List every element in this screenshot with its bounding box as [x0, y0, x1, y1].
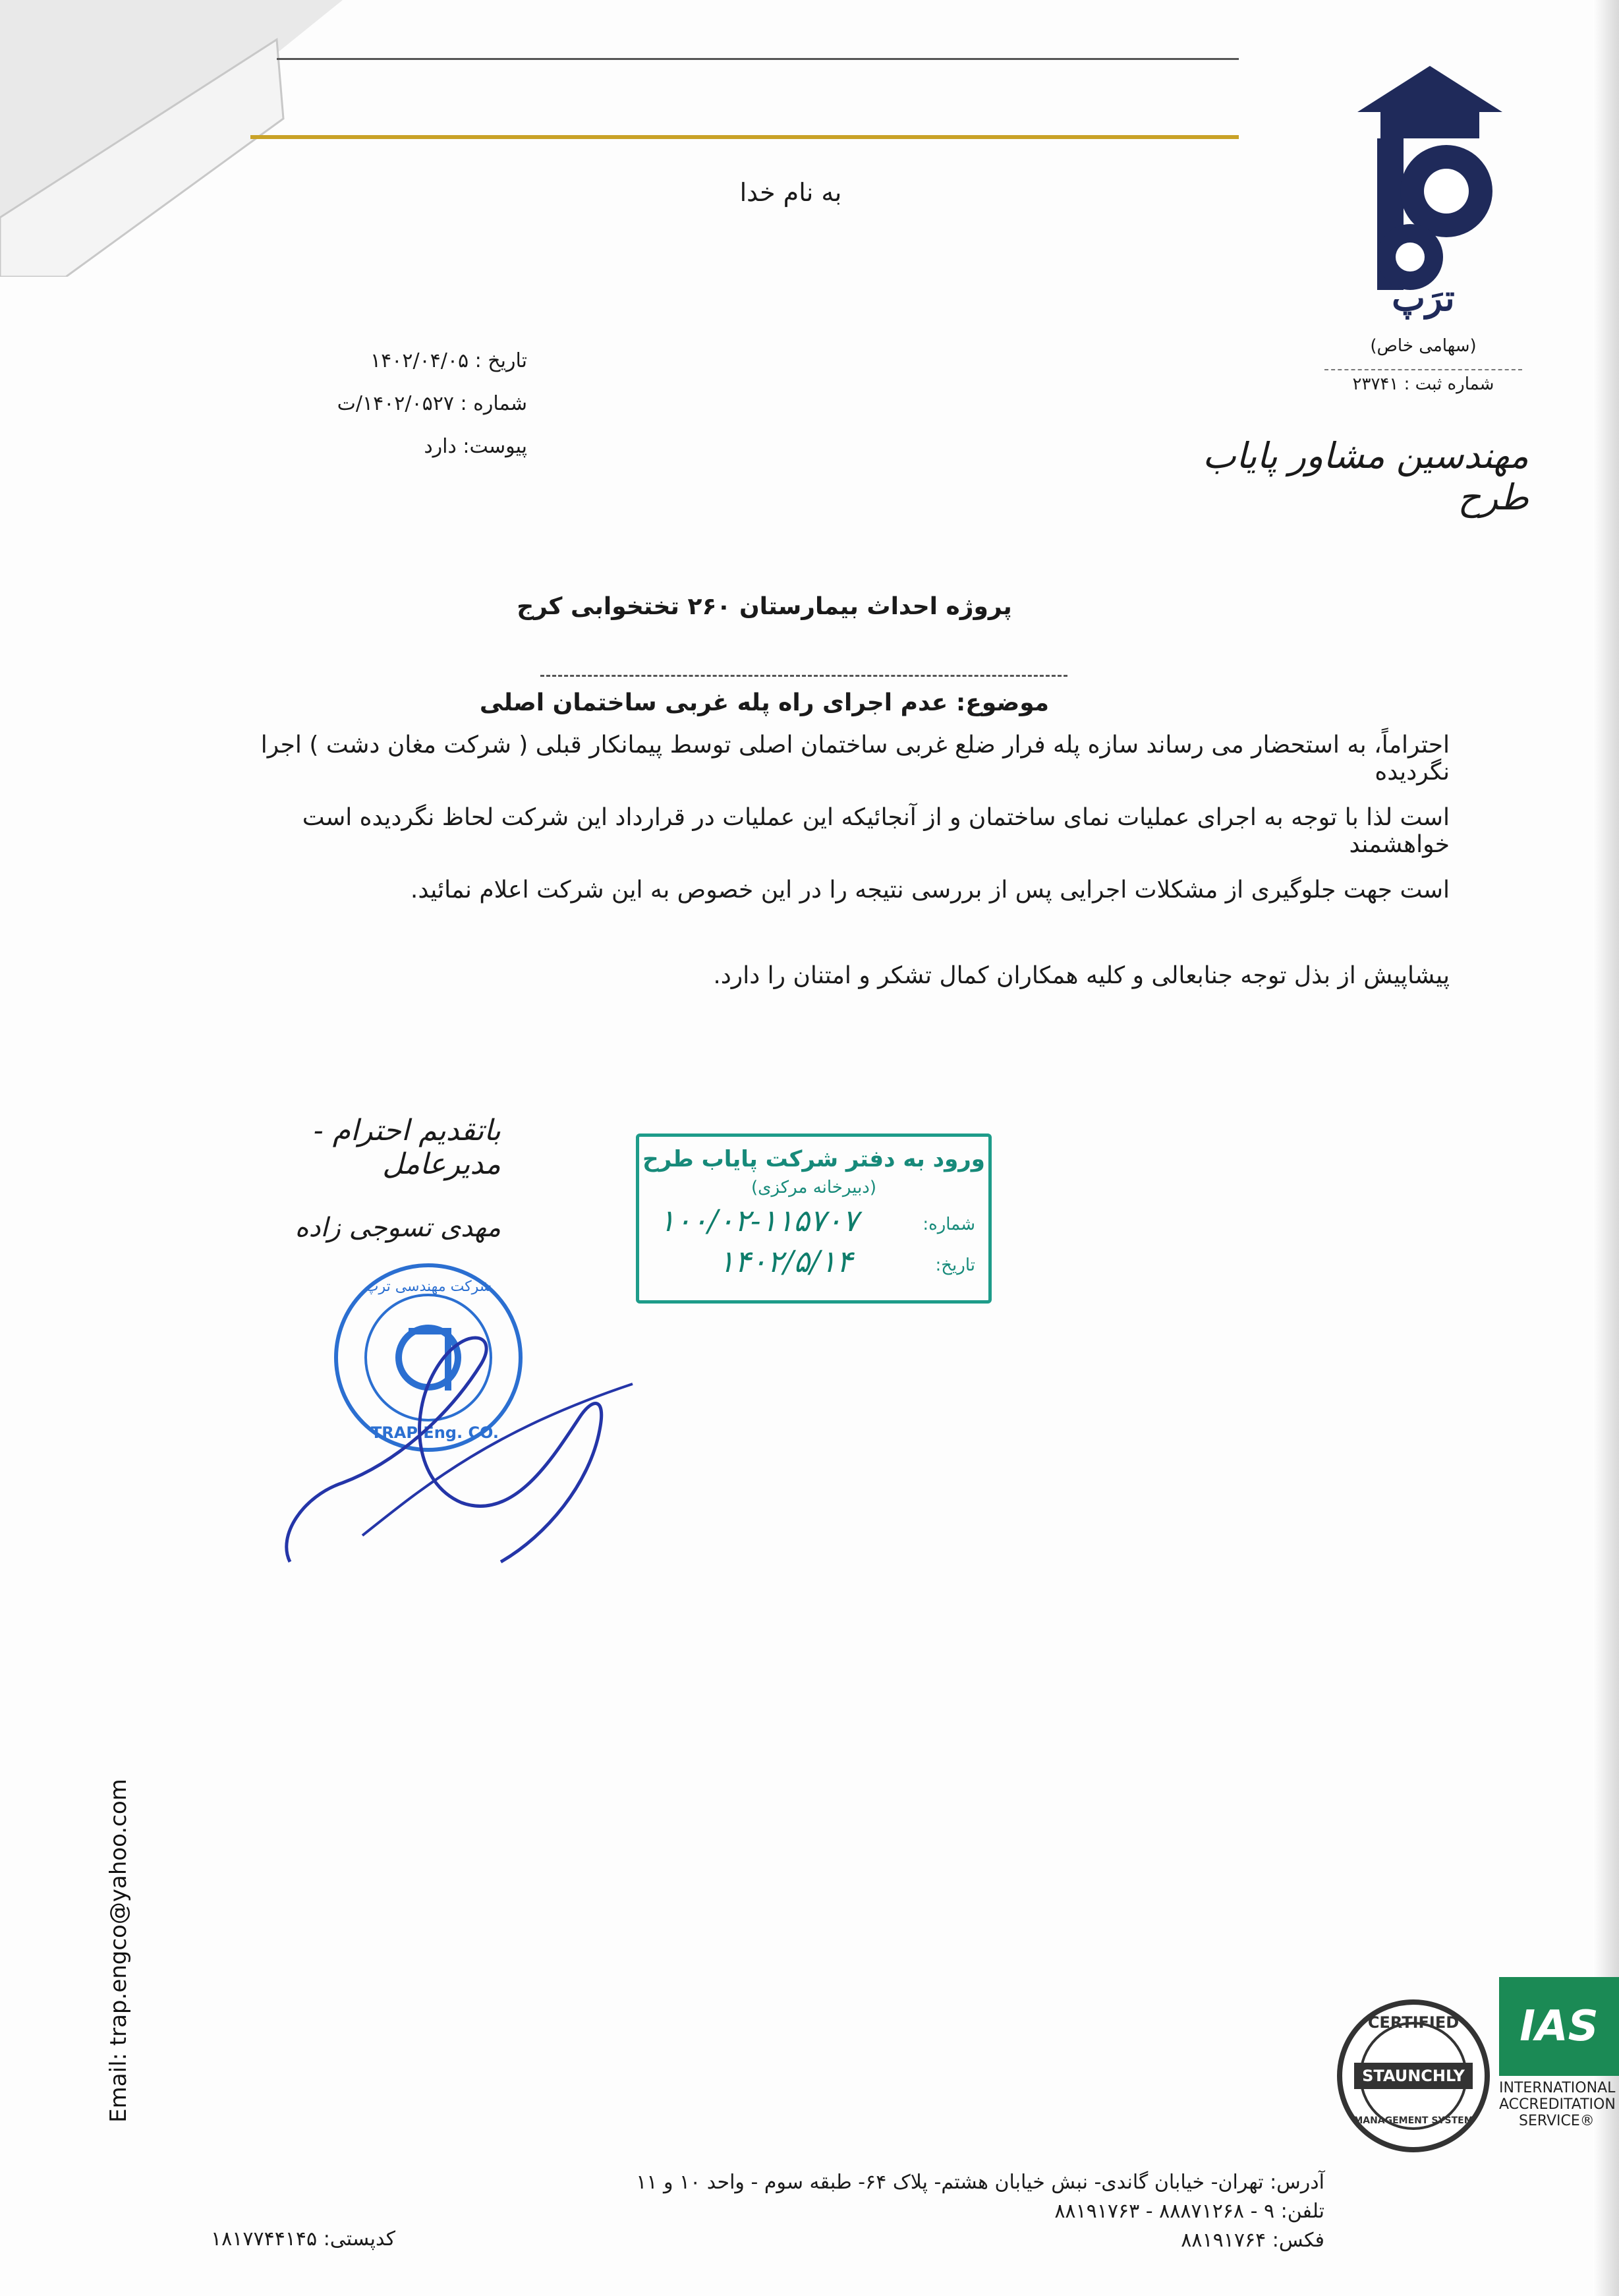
ias-line-1: INTERNATIONAL: [1499, 2080, 1616, 2096]
body-line-2: است لذا با توجه به اجرای عملیات نمای ساختمان و از آنجائیکه این عملیات در قرارداد این شرکت لحاظ نگردیده است خواهشمند: [302, 804, 1450, 858]
stamp-date-label: تاریخ:: [935, 1255, 975, 1275]
letter-number: شماره : ۱۴۰۲/۰۵۲۷/ت: [337, 392, 527, 415]
logo-wordmark: ترَپ: [1392, 277, 1455, 319]
management-text: MANAGEMENT SYSTEM: [1353, 2115, 1473, 2126]
body-line-4: پیشاپیش از بذل توجه جنابعالی و کلیه همکاران کمال تشکر و امتنان را دارد.: [713, 962, 1450, 989]
certified-text: CERTIFIED: [1367, 2013, 1460, 2032]
title-divider: [540, 675, 1067, 677]
body-line-3: است جهت جلوگیری از مشکلات اجرایی پس از بررسی نتیجه را در این خصوص به این شرکت اعلام نمائید.: [410, 876, 1450, 904]
ias-mark: IAS: [1499, 1977, 1619, 2076]
subject-line-1: موضوع: عدم اجرای راه پله غربی ساختمان اصلی: [479, 689, 1050, 716]
footer-postal-code: کدپستی: ۱۸۱۷۷۴۴۱۴۵: [211, 2227, 395, 2251]
received-stamp: [636, 1134, 992, 1304]
project-title: پروژه احداث بیمارستان ۲۶۰ تختخوابی کرج: [517, 593, 1012, 620]
footer-fax: فکس: ۸۸۱۹۱۷۶۴: [1181, 2229, 1324, 2252]
bismillah: به نام خدا: [739, 178, 842, 207]
header-rule-gold: [250, 135, 1239, 139]
subject: [461, 682, 1067, 724]
stamp-subtitle: (دبیرخانه مرکزی): [751, 1178, 877, 1197]
stamp-number-value: ۱۰۰/۰۲-۱۱۵۷۰۷: [659, 1203, 859, 1238]
closing-phrase: باتقدیم احترام - مدیرعامل: [313, 1114, 501, 1181]
stamp-title: ورود به دفتر شرکت پایاب طرح: [642, 1146, 985, 1172]
signature: [264, 1285, 659, 1601]
registration-number: شماره ثبت : ۲۳۷۴۱: [1324, 369, 1522, 394]
attachment: پیوست: دارد: [424, 435, 527, 458]
signer-name: مهدی تسوجی زاده: [295, 1213, 501, 1243]
stamp-number-label: شماره:: [923, 1215, 975, 1234]
ias-line-3: SERVICE®: [1519, 2113, 1595, 2129]
stamp-date-value: ۱۴۰۲/۵/۱۴: [718, 1244, 853, 1279]
seal-text: شرکت مهندسی ترپ: [364, 1278, 492, 1295]
ias-line-2: ACCREDITATION: [1499, 2096, 1616, 2113]
footer-address: آدرس: تهران- خیابان گاندی- نبش خیابان هشتم- پلاک ۶۴- طبقه سوم - واحد ۱۰ و ۱۱: [636, 2171, 1324, 2194]
company-name: مهندسین مشاور پایاب طرح: [1203, 435, 1529, 518]
email-address: Email: trap.engco@yahoo.com: [105, 1779, 132, 2123]
paper-edge-shadow: [1593, 0, 1619, 2296]
seal-english: TRAP Eng. CO.: [370, 1423, 499, 1442]
company-type: (سهامی خاص): [1370, 336, 1477, 356]
header-rule-dark: [277, 58, 1239, 60]
footer-phone: تلفن: ۹ - ۸۸۸۷۱۲۶۸ - ۸۸۱۹۱۷۶۳: [1054, 2200, 1324, 2223]
footer-address-block: [560, 2168, 1324, 2255]
letter-date: تاریخ : ۱۴۰۲/۰۴/۰۵: [370, 349, 527, 372]
ias-badge: [1499, 1977, 1619, 2168]
staunchly-text: STAUNCHLY: [1362, 2067, 1465, 2085]
body-line-1: احتراماً، به استحضار می رساند سازه پله فرار ضلع غربی ساختمان اصلی توسط پیمانکار قبلی ( شرکت مغان دشت ) اجرا نگردیده: [260, 732, 1450, 786]
